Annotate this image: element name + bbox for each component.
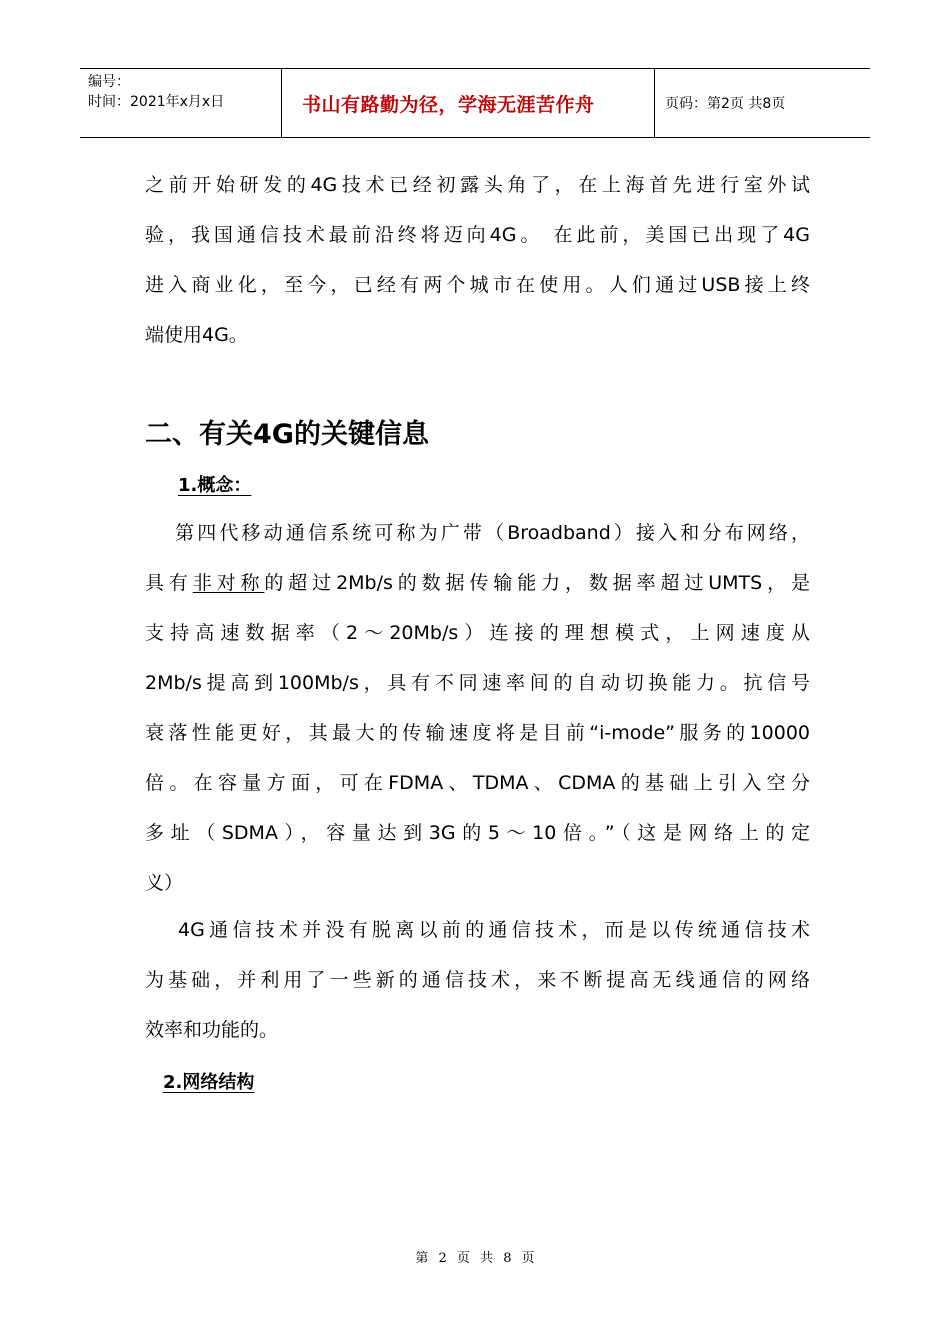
paragraph-line: 之前开始研发的4G技术已经初露头角了，在上海首先进行室外试 [145,174,810,196]
underlined-term: 非对称 [192,572,265,594]
paragraph-intro [145,160,810,360]
paragraph-line: 支持高速数据率（2～20Mb/s）连接的理想模式，上网速度从 [145,622,810,644]
paragraph-line: 为基础，并利用了一些新的通信技术，来不断提高无线通信的网络 [145,969,810,991]
paragraph-line: 2Mb/s提高到100Mb/s，具有不同速率间的自动切换能力。抗信号 [145,672,810,694]
paragraph-tech [145,905,810,1055]
time-label: 时间：2021年x月x日 [88,94,225,110]
paragraph-line: 验，我国通信技术最前沿终将迈向4G。 在此前，美国已出现了4G [145,224,810,246]
header-page-info: 页码：第2页 共8页 [665,96,786,112]
paragraph-concept [145,508,810,908]
paragraph-line: 多址（SDMA），容量达到3G的5～10倍。”（这是网络上的定 [145,822,810,844]
header-motto: 书山有路勤为径，学海无涯苦作舟 [282,69,655,137]
page-footer: 第 2 页 共 8 页 [415,1251,535,1266]
paragraph-line: 第四代移动通信系统可称为广带（Broadband）接入和分布网络， [172,522,810,544]
paragraph-line: 效率和功能的。 [145,1019,279,1041]
paragraph-line: 义） [145,872,184,894]
paragraph-line: 衰落性能更好，其最大的传输速度将是目前“i-mode”服务的10000 [145,722,810,744]
number-label: 编号： [88,74,130,90]
subheading-concept: 1.概念： [178,475,252,496]
subheading-network: 2.网络结构 [163,1072,255,1093]
section-heading: 二、有关4G的关键信息 [145,419,429,450]
paragraph-line: 进入商业化，至今，已经有两个城市在使用。人们通过USB接上终 [145,274,810,296]
paragraph-line: 倍。在容量方面，可在FDMA、TDMA、CDMA的基础上引入空分 [145,772,810,794]
paragraph-line: 4G通信技术并没有脱离以前的通信技术，而是以传统通信技术 [178,919,810,941]
document-header [80,68,870,138]
paragraph-line: 具有非对称的超过2Mb/s的数据传输能力，数据率超过UMTS，是 [145,572,810,594]
header-meta-cell [80,69,282,137]
paragraph-line: 端使用4G。 [145,324,248,346]
